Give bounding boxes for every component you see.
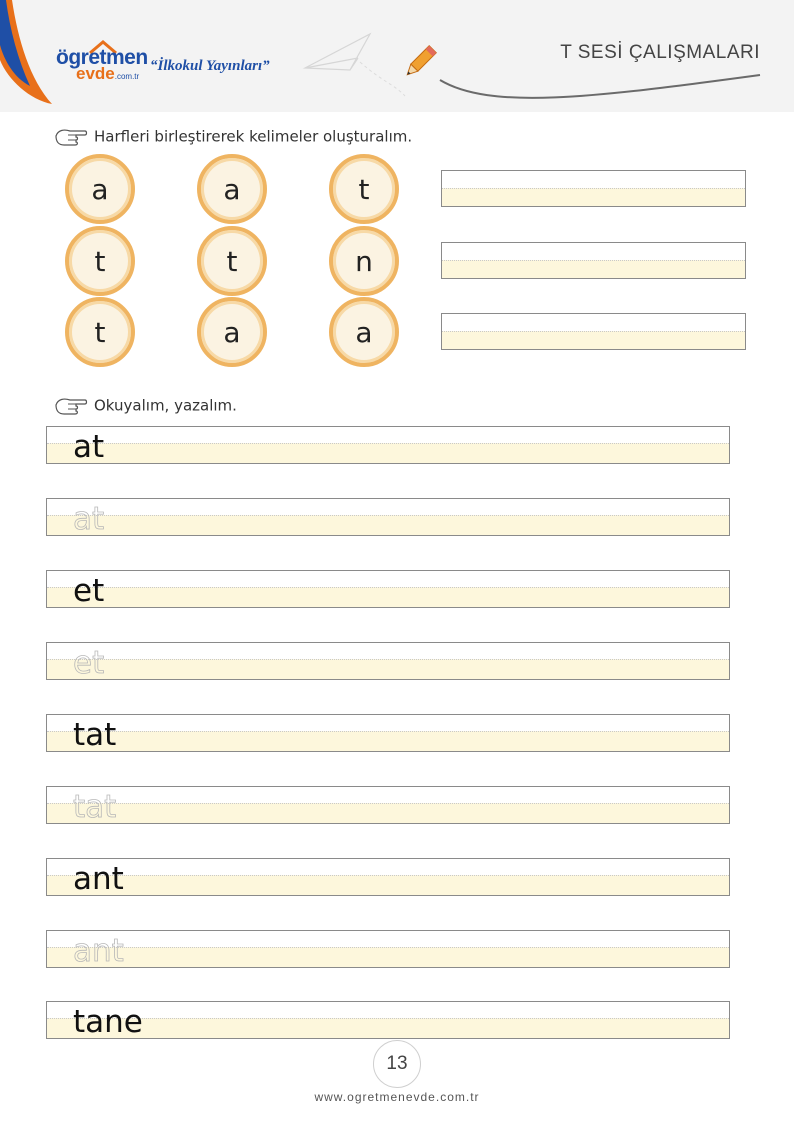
footer-website: www.ogretmenevde.com.tr — [314, 1090, 480, 1104]
answer-line[interactable] — [441, 242, 746, 279]
letter-circle: t — [197, 226, 267, 296]
trace-word: tat — [73, 789, 117, 825]
trace-word: ant — [73, 933, 124, 969]
page-title: T SESİ ÇALIŞMALARI — [560, 42, 760, 63]
trace-word: et — [73, 645, 105, 681]
paper-plane-icon — [300, 30, 410, 100]
instruction-text: Okuyalım, yazalım. — [94, 396, 237, 415]
letter-circle: t — [65, 226, 135, 296]
model-word: at — [73, 429, 105, 465]
letter-circle: n — [329, 226, 399, 296]
model-word: et — [73, 573, 105, 609]
corner-swoosh-decoration — [0, 0, 60, 110]
writing-line[interactable] — [46, 1001, 730, 1039]
letter-circle: t — [65, 297, 135, 367]
writing-line[interactable] — [46, 570, 730, 608]
instruction-text: Harfleri birleştirerek kelimeler oluşturalım. — [94, 127, 413, 146]
trace-word: at — [73, 501, 105, 537]
writing-line[interactable] — [46, 714, 730, 752]
instruction-section-1 — [54, 126, 412, 148]
model-word: ant — [73, 861, 124, 897]
writing-line[interactable] — [46, 642, 730, 680]
writing-line[interactable] — [46, 930, 730, 968]
letter-circle: a — [197, 297, 267, 367]
header-curve-decoration — [430, 60, 770, 105]
brand-logo-text: ögretmen — [56, 46, 148, 69]
writing-line[interactable] — [46, 426, 730, 464]
answer-line[interactable] — [441, 170, 746, 207]
letter-circle: t — [329, 154, 399, 224]
letter-circle: a — [197, 154, 267, 224]
brand-logo-subtext: evde.com.tr — [76, 64, 140, 83]
model-word: tat — [73, 717, 117, 753]
writing-line[interactable] — [46, 858, 730, 896]
pointing-hand-icon — [54, 126, 88, 148]
letter-circle: a — [65, 154, 135, 224]
answer-line[interactable] — [441, 313, 746, 350]
page-number: 13 — [373, 1040, 421, 1088]
letter-circle: a — [329, 297, 399, 367]
brand-tagline: “İlkokul Yayınları” — [150, 58, 270, 74]
instruction-section-2 — [54, 395, 237, 417]
pointing-hand-icon — [54, 395, 88, 417]
writing-line[interactable] — [46, 786, 730, 824]
writing-line[interactable] — [46, 498, 730, 536]
model-word: tane — [73, 1004, 143, 1040]
